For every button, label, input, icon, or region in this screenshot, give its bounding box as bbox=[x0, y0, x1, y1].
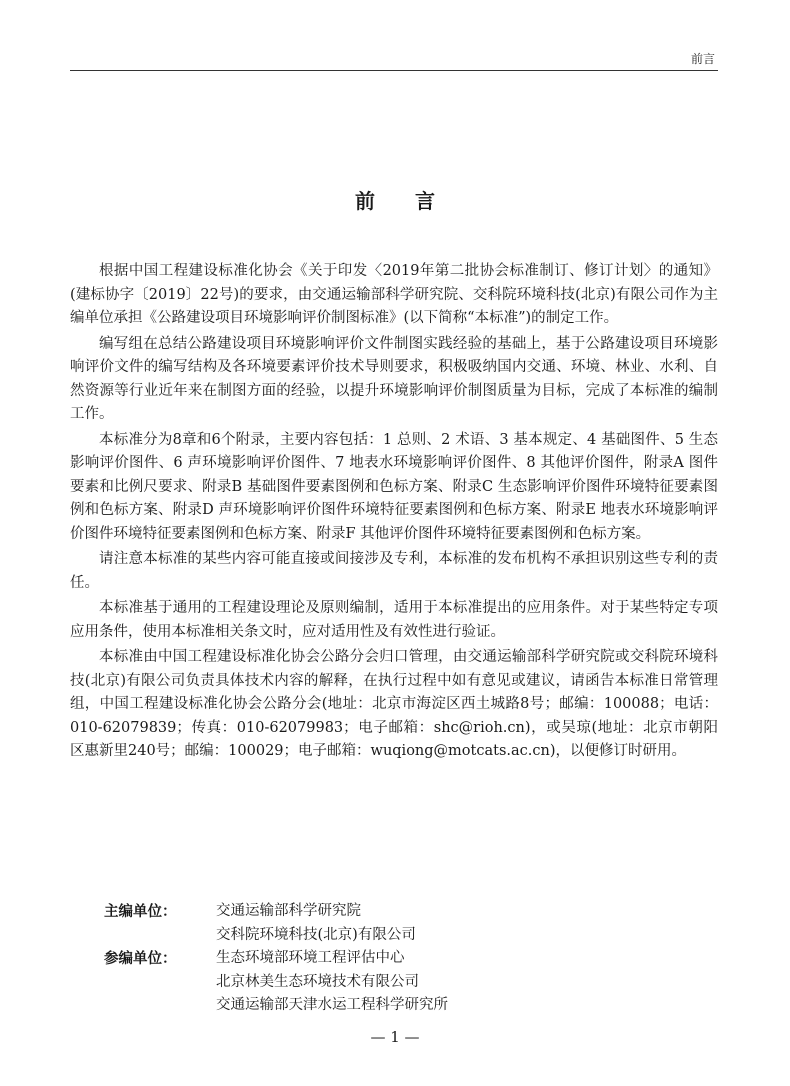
participating-row bbox=[104, 971, 624, 995]
chief-editor-label: 主编单位： bbox=[104, 903, 177, 920]
chief-editor-row bbox=[104, 924, 624, 948]
page-title: 前言 bbox=[355, 189, 475, 213]
body-text bbox=[70, 260, 718, 766]
participating-unit: 生态环境部环境工程评估中心 bbox=[216, 950, 405, 966]
participating-label: 参编单位： bbox=[104, 950, 177, 967]
chief-editor-unit: 交通运输部科学研究院 bbox=[216, 903, 361, 919]
paragraph: 编写组在总结公路建设项目环境影响评价文件制图实践经验的基础上，基于公路建设项目环境影响评价文件的编写结构及各环境要素评价技术导则要求，积极吸纳国内交通、环境、林业、水利、自然资源等行业近年来在制图方面的经验，以提升环境影响评价制图质量为目标，完成了本标准的编制工作。 bbox=[70, 335, 718, 422]
paragraph: 根据中国工程建设标准化协会《关于印发〈2019年第二批协会标准制订、修订计划〉的通知》(建标协字〔2019〕22号)的要求，由交通运输部科学研究院、交科院环境科技(北京)有限公司作为主编单位承担《公路建设项目环境影响评价制图标准》(以下简称“本标准”)的制定工作。 bbox=[70, 263, 718, 326]
participating-row bbox=[104, 994, 624, 1018]
paragraph: 本标准分为8章和6个附录，主要内容包括：1 总则、2 术语、3 基本规定、4 基础图件、5 生态影响评价图件、6 声环境影响评价图件、7 地表水环境影响评价图件、8 其他评价图件，附录A 图件要素和比例尺要求、附录B 基础图件要素图例和色标方案、附录C 生态影响评价图件环境特征要素图例和色标方案、附录D 声环境影响评价图件环境特征要素图例和色标方案、附录E 地表水环境影响评价图件环境特征要素图例和色标方案、附录F 其他评价图件环境特征要素图例和色标方案。 bbox=[70, 431, 718, 542]
header-rule bbox=[70, 70, 718, 71]
participating-row bbox=[104, 947, 624, 971]
paragraph: 本标准由中国工程建设标准化协会公路分会归口管理，由交通运输部科学研究院或交科院环境科技(北京)有限公司负责具体技术内容的解释，在执行过程中如有意见或建议，请函告本标准日常管理组，中国工程建设标准化协会公路分会(地址：北京市海淀区西土城路8号；邮编：100088；电话：010-62079839；传真：010-62079983；电子邮箱：shc@rioh.cn)，或吴琼(地址：北京市朝阳区惠新里240号；邮编：100029；电子邮箱：wuqiong@motcats.ac.cn)，以便修订时研用。 bbox=[70, 649, 718, 759]
chief-editor-row bbox=[104, 900, 624, 924]
participating-unit: 交通运输部天津水运工程科学研究所 bbox=[216, 997, 448, 1013]
participating-unit: 北京林美生态环境技术有限公司 bbox=[216, 973, 419, 990]
paragraph: 本标准基于通用的工程建设理论及原则编制，适用于本标准提出的应用条件。对于某些特定专项应用条件，使用本标准相关条文时，应对适用性及有效性进行验证。 bbox=[70, 600, 718, 640]
paragraph: 请注意本标准的某些内容可能直接或间接涉及专利，本标准的发布机构不承担识别这些专利的责任。 bbox=[70, 551, 718, 591]
running-header: 前言 bbox=[690, 52, 715, 66]
editor-units bbox=[104, 900, 624, 1018]
chief-editor-unit: 交科院环境科技(北京)有限公司 bbox=[216, 926, 416, 943]
page-number: — 1 — bbox=[370, 1028, 420, 1046]
